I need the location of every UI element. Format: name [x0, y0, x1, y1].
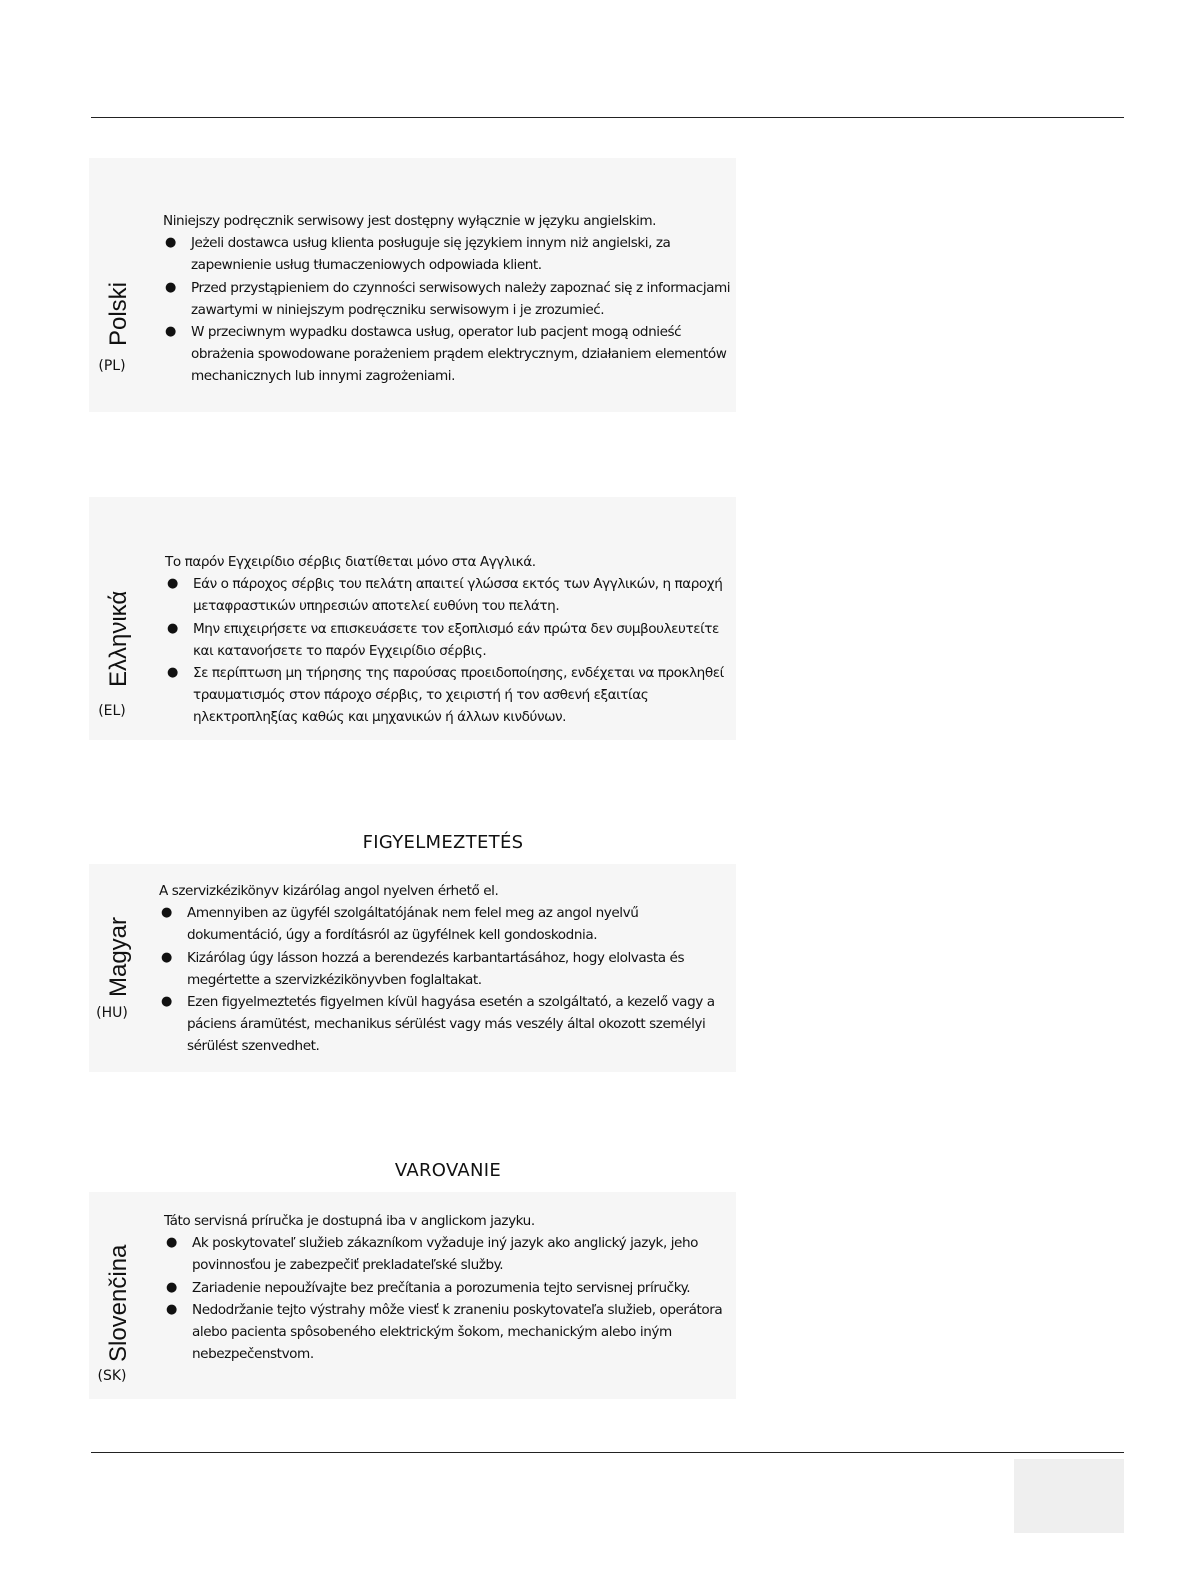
list-item [159, 947, 732, 991]
bullet-icon: ● [167, 665, 178, 681]
list-item-text: W przeciwnym wypadku dostawca usług, operator lub pacjent mogą odnieść obrażenia spowodowane porażeniem prądem elektrycznym, działaniem elementów mechanicznych lub innymi zagrożeniami. [191, 324, 727, 385]
list-item-text: Εάν ο πάροχος σέρβις του πελάτη απαιτεί γλώσσα εκτός των Αγγλικών, η παροχή μεταφραστικών υπηρεσιών αποτελεί ευθύνη του πελάτη. [193, 576, 723, 615]
list-item-text: Przed przystąpieniem do czynności serwisowych należy zapoznać się z informacjami zawartymi w niniejszym podręczniku serwisowym i je zrozumieć. [191, 279, 731, 318]
bullet-icon: ● [166, 1279, 177, 1295]
list-item [164, 1299, 732, 1366]
list-item [159, 991, 732, 1058]
header-rule [91, 117, 1124, 118]
list-item-text: Ak poskytovateľ služieb zákazníkom vyžaduje iný jazyk ako anglický jazyk, jeho povinnosťou je zabezpečiť prekladateľské služby. [192, 1235, 698, 1274]
language-code: (SK) [97, 1368, 127, 1384]
warning-intro: Táto servisná príručka je dostupná iba v anglickom jazyku. [164, 1213, 535, 1229]
list-item [163, 232, 732, 276]
warning-block-pl [89, 158, 736, 412]
list-item [165, 662, 732, 729]
warning-body [165, 551, 732, 729]
list-item-text: Ezen figyelmeztetés figyelmen kívül hagyása esetén a szolgáltató, a kezelő vagy a páciens áramütést, mechanikus sérülést vagy más veszély által okozott személyi sérülést szenvedhet. [187, 994, 715, 1055]
bullet-icon: ● [165, 279, 176, 295]
warning-block-el [89, 497, 736, 740]
bullet-icon: ● [161, 949, 172, 965]
warning-body [163, 210, 732, 388]
list-item [159, 902, 732, 946]
language-label-sk [89, 1192, 153, 1399]
warning-list [164, 1232, 732, 1365]
list-item-text: Σε περίπτωση μη τήρησης της παρούσας προειδοποίησης, ενδέχεται να προκληθεί τραυματισμός στον πάροχο σέρβις, το χειριστή ή τον ασθενή εξαιτίας ηλεκτροπληξίας καθώς και μηχανικών ή άλλων κινδύνων. [193, 665, 724, 726]
list-item [165, 618, 732, 662]
footer-rule [91, 1452, 1124, 1453]
bullet-icon: ● [166, 1235, 177, 1251]
bullet-icon: ● [166, 1301, 177, 1317]
bullet-icon: ● [161, 994, 172, 1010]
list-item-text: Kizárólag úgy lásson hozzá a berendezés karbantartásához, hogy elolvasta és megértette a szervizkézikönyvben foglaltakat. [187, 949, 685, 988]
language-label-el [89, 497, 153, 740]
bullet-icon: ● [161, 905, 172, 921]
bullet-icon: ● [165, 235, 176, 251]
language-label-pl [89, 158, 153, 412]
language-code: (PL) [98, 358, 126, 374]
warning-body [164, 1210, 732, 1365]
page-number-box [1014, 1459, 1124, 1533]
list-item [164, 1277, 732, 1299]
bullet-icon: ● [165, 324, 176, 340]
bullet-icon: ● [167, 576, 178, 592]
list-item [163, 321, 732, 388]
warning-title-sk: VAROVANIE [394, 1160, 502, 1181]
list-item-text: Amennyiben az ügyfél szolgáltatójának nem felel meg az angol nyelvű dokumentáció, úgy a fordításról az ügyfélnek kell gondoskodnia. [187, 905, 639, 944]
warning-list [163, 232, 732, 387]
list-item-text: Zariadenie nepoužívajte bez prečítania a porozumenia tejto servisnej príručky. [192, 1279, 691, 1296]
warning-title-hu: FIGYELMEZTETÉS [362, 832, 524, 853]
language-name: Ελληνικά [105, 590, 132, 687]
list-item [164, 1232, 732, 1276]
warning-block-sk [89, 1192, 736, 1399]
warning-body [159, 880, 732, 1058]
language-name: Polski [105, 281, 132, 346]
list-item [165, 573, 732, 617]
list-item [163, 277, 732, 321]
list-item-text: Jeżeli dostawca usług klienta posługuje się językiem innym niż angielski, za zapewnienie usług tłumaczeniowych odpowiada klient. [191, 235, 671, 274]
language-name: Slovenčina [105, 1244, 132, 1362]
language-name: Magyar [105, 916, 132, 997]
warning-intro: Niniejszy podręcznik serwisowy jest dostępny wyłącznie w języku angielskim. [163, 213, 657, 229]
list-item-text: Nedodržanie tejto výstrahy môže viesť k zraneniu poskytovateľa služieb, operátora alebo pacienta spôsobeného elektrickým šokom, mechanickým alebo iným nebezpečenstvom. [192, 1301, 723, 1363]
warning-intro: A szervizkézikönyv kizárólag angol nyelven érhető el. [159, 883, 499, 899]
warning-list [165, 573, 732, 728]
warning-block-hu [89, 864, 736, 1072]
list-item-text: Μην επιχειρήσετε να επισκευάσετε τον εξοπλισμό εάν πρώτα δεν συμβουλευτείτε και κατανοήσετε το παρόν Εγχειρίδιο σέρβις. [193, 620, 719, 659]
language-code: (EL) [98, 703, 126, 719]
language-label-hu [89, 864, 153, 1072]
language-code: (HU) [96, 1005, 128, 1021]
warning-intro: Το παρόν Εγχειρίδιο σέρβις διατίθεται μόνο στα Αγγλικά. [165, 554, 536, 570]
warning-list [159, 902, 732, 1057]
bullet-icon: ● [167, 620, 178, 636]
